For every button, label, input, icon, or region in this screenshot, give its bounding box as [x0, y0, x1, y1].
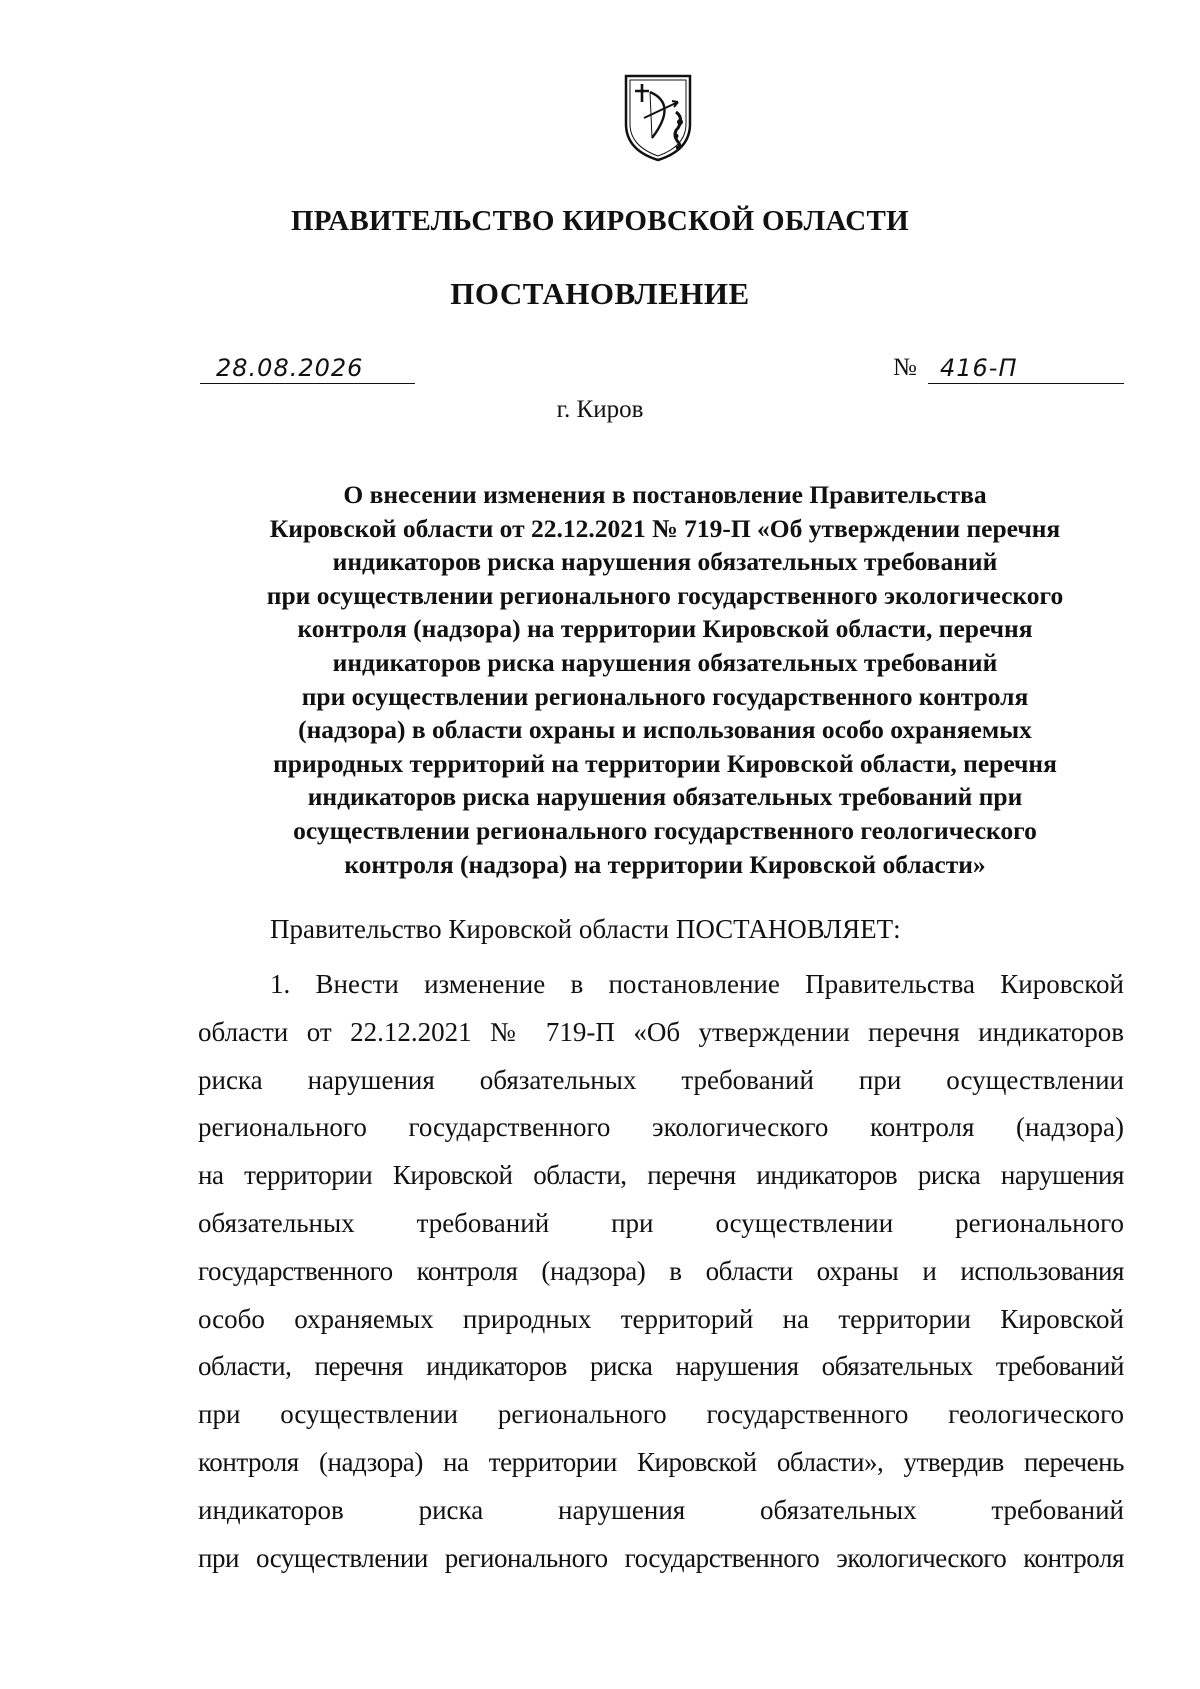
paragraph-line: особо охраняемых природных территорий на территории Кировской: [198, 1303, 1124, 1334]
subject-line: Кировской области от 22.12.2021 № 719-П «Об утверждении перечня: [269, 513, 1061, 543]
paragraph-line: на территории Кировской области, перечня индикаторов риска нарушения: [198, 1160, 1124, 1191]
document-date: 28.08.2026: [216, 354, 364, 382]
subject-line: природных территорий на территории Кировской области, перечня: [273, 748, 1057, 778]
paragraph-line: при осуществлении регионального государственного экологического контроля: [198, 1542, 1124, 1573]
subject-line: О внесении изменения в постановление Правительства: [343, 480, 987, 509]
subject-line: индикаторов риска нарушения обязательных требований: [332, 647, 998, 677]
paragraph-line: при осуществлении регионального государственного геологического: [198, 1399, 1124, 1430]
organization-title: ПРАВИТЕЛЬСТВО КИРОВСКОЙ ОБЛАСТИ: [290, 205, 910, 237]
paragraph-line: контроля (надзора) на территории Кировской области», утвердив перечень: [198, 1446, 1124, 1477]
date-field: [200, 353, 415, 384]
paragraph-line: области от 22.12.2021 № 719-П «Об утверждении перечня индикаторов: [198, 1016, 1124, 1047]
number-label: №: [893, 354, 917, 381]
subject-line: при осуществлении регионального государственного экологического: [266, 580, 1064, 610]
paragraph-line: регионального государственного экологического контроля (надзора): [198, 1112, 1124, 1143]
paragraph-line: индикаторов риска нарушения обязательных требований: [198, 1494, 1124, 1525]
paragraph-line: 1. Внести изменение в постановление Правительства Кировской: [270, 969, 1124, 999]
coat-of-arms-emblem: [622, 72, 694, 162]
subject-line: контроля (надзора) на территории Кировской области, перечня: [297, 614, 1033, 644]
document-subject: [205, 478, 1125, 881]
city-line: г. Киров: [556, 396, 644, 423]
paragraph-line: государственного контроля (надзора) в области охраны и использования: [198, 1255, 1124, 1286]
paragraph-1: [198, 961, 1124, 1582]
subject-line: при осуществлении регионального государственного контроля: [301, 681, 1029, 711]
subject-line: индикаторов риска нарушения обязательных требований: [332, 547, 998, 577]
paragraph-line: обязательных требований при осуществлении регионального: [198, 1207, 1124, 1238]
document-type-heading: ПОСТАНОВЛЕНИЕ: [450, 276, 750, 311]
document-number: 416-П: [940, 354, 1018, 382]
subject-line: (надзора) в области охраны и использования особо охраняемых: [298, 715, 1032, 745]
resolution-intro: Правительство Кировской области ПОСТАНОВЛЯЕТ:: [270, 914, 901, 944]
subject-line: контроля (надзора) на территории Кировской области»: [344, 849, 986, 879]
subject-line: осуществлении регионального государственного геологического: [293, 815, 1037, 845]
paragraph-line: области, перечня индикаторов риска нарушения обязательных требований: [198, 1351, 1124, 1382]
subject-line: индикаторов риска нарушения обязательных требований при: [307, 782, 1023, 812]
paragraph-line: риска нарушения обязательных требований при осуществлении: [198, 1064, 1124, 1095]
number-field: [928, 353, 1124, 384]
